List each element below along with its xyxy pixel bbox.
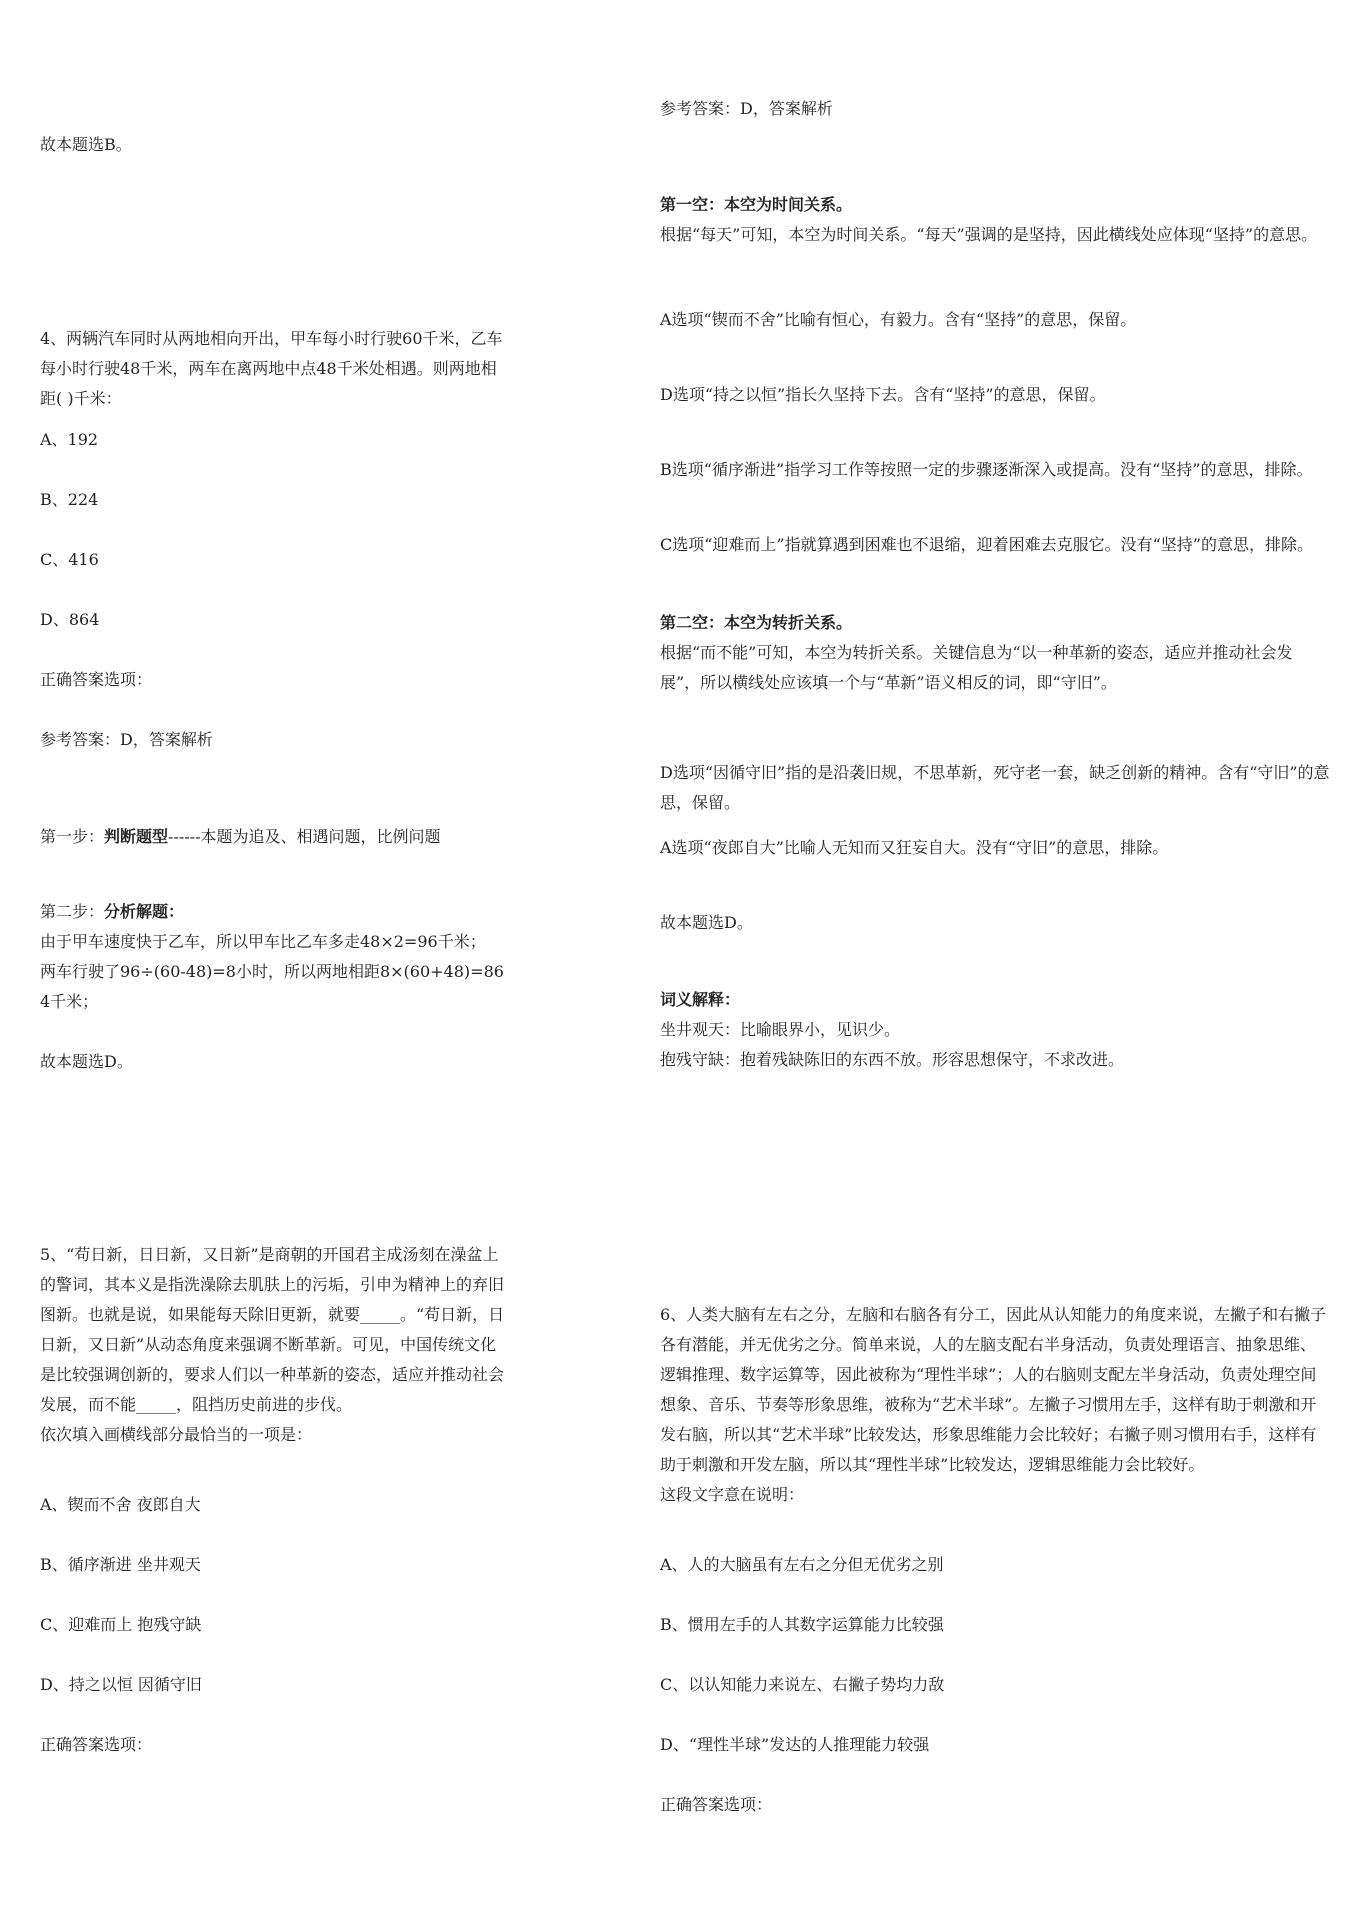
option-d-analysis: D选项“持之以恒”指长久坚持下去。含有“坚持”的意思，保留。 <box>660 385 1106 404</box>
q4-option-a: A、192 <box>40 430 99 449</box>
q5-option-a: A、锲而不舍 夜郎自大 <box>40 1495 201 1514</box>
blank2-title: 第二空：本空为转折关系。 <box>660 613 853 632</box>
q4-option-b: B、224 <box>40 490 99 509</box>
q6-option-d: D、“理性半球”发达的人推理能力较强 <box>660 1735 930 1754</box>
q6-option-b: B、惯用左手的人其数字运算能力比较强 <box>660 1615 944 1634</box>
option-a-analysis: A选项“锲而不舍”比喻有恒心，有毅力。含有“坚持”的意思，保留。 <box>660 310 1137 329</box>
step2-bold: 分析解题： <box>104 902 185 921</box>
step1-prefix: 第一步： <box>40 827 105 846</box>
q4-correct-label: 正确答案选项： <box>40 670 153 689</box>
q5-option-d: D、持之以恒 因循守旧 <box>40 1675 202 1694</box>
q6-correct-label: 正确答案选项： <box>660 1795 773 1814</box>
q5-conclusion: 故本题选D。 <box>660 913 753 932</box>
blank1-title: 第一空：本空为时间关系。 <box>660 195 853 214</box>
vocab-2: 抱残守缺：抱着残缺陈旧的东西不放。形容思想保守，不求改进。 <box>660 1050 1125 1069</box>
step1-bold: 判断题型 <box>104 827 169 846</box>
q4-conclusion: 故本题选D。 <box>40 1052 133 1071</box>
q4-stem: 4、两辆汽车同时从两地相向开出，甲车每小时行驶60千米，乙车每小时行驶48千米，两车在离两地中点48千米处相遇。则两地相距( )千米： <box>40 329 503 408</box>
q5-correct-label: 正确答案选项： <box>40 1735 153 1754</box>
option-d2-analysis: D选项“因循守旧”指的是沿袭旧规，不思革新，死守老一套，缺乏创新的精神。含有“守旧”的意思，保留。 <box>660 763 1330 812</box>
q4-ref-answer: 参考答案：D，答案解析 <box>40 730 213 749</box>
q6-option-a: A、人的大脑虽有左右之分但无优劣之别 <box>660 1555 944 1574</box>
option-c-analysis: C选项“迎难而上”指就算遇到困难也不退缩，迎着困难去克服它。没有“坚持”的意思，排除。 <box>660 535 1313 554</box>
q5-prompt: 依次填入画横线部分最恰当的一项是： <box>40 1425 313 1444</box>
option-a2-analysis: A选项“夜郎自大”比喻人无知而又狂妄自大。没有“守旧”的意思，排除。 <box>660 838 1169 857</box>
step2-prefix: 第二步： <box>40 902 105 921</box>
q5-ref-answer: 参考答案：D，答案解析 <box>660 99 833 118</box>
q4-step2-title <box>40 897 505 927</box>
step1-rest: ------本题为追及、相遇问题，比例问题 <box>168 827 441 846</box>
option-b-analysis: B选项“循序渐进”指学习工作等按照一定的步骤逐渐深入或提高。没有“坚持”的意思，排除。 <box>660 460 1313 479</box>
q4-step2-line1: 由于甲车速度快于乙车，所以甲车比乙车多走48×2=96千米； <box>40 932 486 951</box>
q3-conclusion: 故本题选B。 <box>40 135 132 154</box>
q6-option-c: C、以认知能力来说左、右撇子势均力敌 <box>660 1675 945 1694</box>
blank2-text: 根据“而不能”可知，本空为转折关系。关键信息为“以一种革新的姿态，适应并推动社会发展”，所以横线处应该填一个与“革新”语义相反的词，即“守旧”。 <box>660 643 1293 692</box>
q4-step1 <box>40 822 505 852</box>
q5-option-c: C、迎难而上 抱残守缺 <box>40 1615 202 1634</box>
q5-stem: 5、“苟日新，日日新，又日新”是商朝的开国君主成汤刻在澡盆上的警词，其本义是指洗澡除去肌肤上的污垢，引申为精神上的弃旧图新。也就是说，如果能每天除旧更新，就要_____。“苟日新，日日新，又日新”从动态角度来强调不断革新。可见，中国传统文化是比较强调创新的，要求人们以一种革新的姿态，适应并推动社会发展，而不能_____，阻挡历史前进的步伐。 <box>40 1245 505 1414</box>
q6-prompt: 这段文字意在说明： <box>660 1485 805 1504</box>
q4-option-d: D、864 <box>40 610 100 629</box>
vocab-1: 坐井观天：比喻眼界小，见识少。 <box>660 1020 901 1039</box>
q5-option-b: B、循序渐进 坐井观天 <box>40 1555 201 1574</box>
blank1-text: 根据“每天”可知，本空为时间关系。“每天”强调的是坚持，因此横线处应体现“坚持”的意思。 <box>660 225 1318 244</box>
q6-stem: 6、人类大脑有左右之分，左脑和右脑各有分工，因此从认知能力的角度来说，左撇子和右撇子各有潜能，并无优劣之分。简单来说，人的左脑支配右半身活动，负责处理语言、抽象思维、逻辑推理、数字运算等，因此被称为“理性半球”；人的右脑则支配左半身活动，负责处理空间想象、音乐、节奏等形象思维，被称为“艺术半球”。左撇子习惯用左手，这样有助于刺激和开发右脑，所以其“艺术半球”比较发达，形象思维能力会比较好；右撇子则习惯用右手，这样有助于刺激和开发左脑，所以其“理性半球”比较发达，逻辑思维能力会比较好。 <box>660 1305 1327 1474</box>
q4-option-c: C、416 <box>40 550 99 569</box>
q4-step2-line2: 两车行驶了96÷(60-48)=8小时，所以两地相距8×(60+48)=864千米； <box>40 962 504 1011</box>
vocab-title: 词义解释： <box>660 990 741 1009</box>
